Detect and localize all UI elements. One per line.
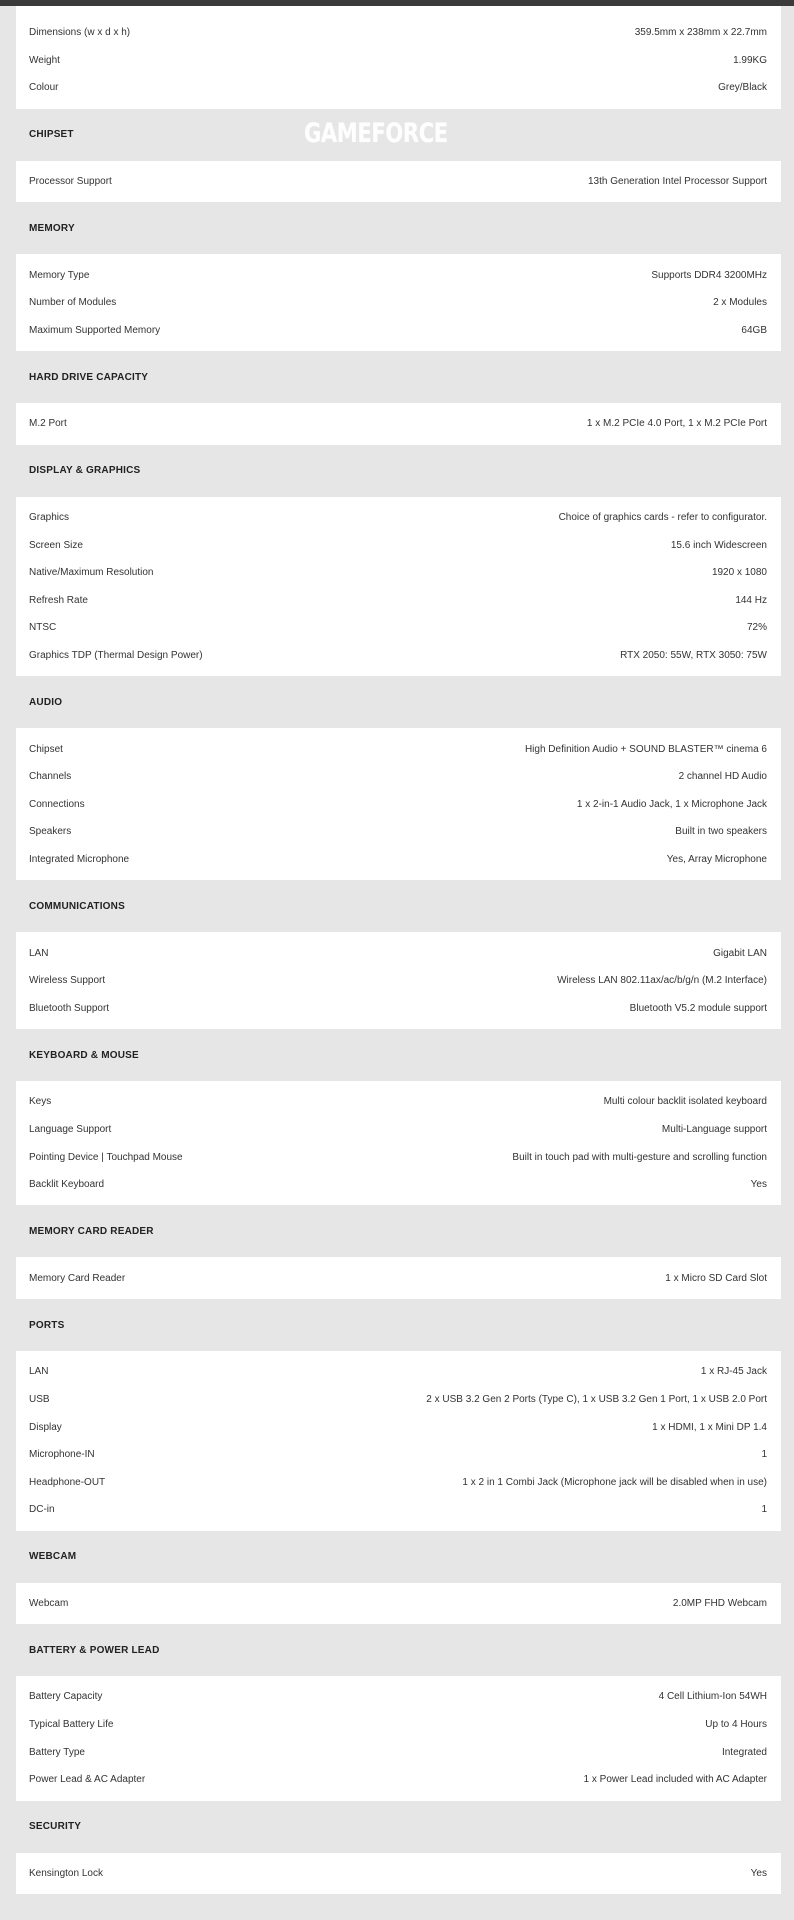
spec-value: 359.5mm x 238mm x 22.7mm xyxy=(634,27,767,39)
spec-value: 13th Generation Intel Processor Support xyxy=(588,176,767,188)
spec-value: 2 channel HD Audio xyxy=(678,771,767,783)
spec-label: Connections xyxy=(29,798,85,810)
spec-label: Display xyxy=(29,1421,62,1433)
spec-label: Power Lead & AC Adapter xyxy=(29,1774,146,1786)
spec-value: 1.99KG xyxy=(733,54,767,66)
spec-row xyxy=(16,994,781,1022)
spec-row xyxy=(16,1711,781,1739)
spec-label: Native/Maximum Resolution xyxy=(29,567,154,579)
spec-value: Built in touch pad with multi-gesture and scrolling function xyxy=(512,1151,767,1163)
spec-label: Number of Modules xyxy=(29,297,117,309)
spec-row xyxy=(16,1088,781,1116)
section-body-security xyxy=(16,1853,781,1895)
spec-label: Kensington Lock xyxy=(29,1867,103,1879)
spec-row xyxy=(16,47,781,75)
section-heading-battery-and-power-lead: BATTERY & POWER LEAD xyxy=(29,1644,160,1656)
spec-row xyxy=(16,559,781,587)
spec-row xyxy=(16,1766,781,1794)
spec-label: Battery Capacity xyxy=(29,1691,103,1703)
spec-row xyxy=(16,1468,781,1496)
spec-label: Memory Card Reader xyxy=(29,1272,126,1284)
spec-value: Yes, Array Microphone xyxy=(666,853,767,865)
spec-label: USB xyxy=(29,1393,50,1405)
spec-row xyxy=(16,1441,781,1469)
spec-label: NTSC xyxy=(29,622,57,634)
spec-value: 2 x Modules xyxy=(713,297,767,309)
spec-value: 1 x Micro SD Card Slot xyxy=(665,1272,767,1284)
spec-row xyxy=(16,504,781,532)
section-body-hard-drive-capacity xyxy=(16,403,781,445)
spec-row xyxy=(16,261,781,289)
spec-value: 1920 x 1080 xyxy=(711,567,767,579)
spec-value: 4 Cell Lithium-Ion 54WH xyxy=(658,1691,767,1703)
spec-value: 15.6 inch Widescreen xyxy=(670,539,767,551)
section-body-webcam xyxy=(16,1583,781,1625)
spec-label: DC-in xyxy=(29,1504,55,1516)
spec-value: 144 Hz xyxy=(735,594,767,606)
section-body-keyboard-and-mouse xyxy=(16,1081,781,1205)
section-heading-communications: COMMUNICATIONS xyxy=(29,900,125,912)
spec-row xyxy=(16,1413,781,1441)
spec-value: Multi colour backlit isolated keyboard xyxy=(603,1096,767,1108)
spec-value: Up to 4 Hours xyxy=(705,1719,767,1731)
spec-row xyxy=(16,1264,781,1292)
spec-value: High Definition Audio + SOUND BLASTER™ cinema 6 xyxy=(524,743,767,755)
spec-label: Dimensions (w x d x h) xyxy=(29,27,131,39)
spec-label: M.2 Port xyxy=(29,418,67,430)
section-heading-audio: AUDIO xyxy=(29,696,63,708)
spec-label: Weight xyxy=(29,54,60,66)
spec-row xyxy=(16,289,781,317)
spec-row xyxy=(16,410,781,438)
spec-label: Processor Support xyxy=(29,176,112,188)
spec-value: RTX 2050: 55W, RTX 3050: 75W xyxy=(620,650,767,662)
spec-value: 1 xyxy=(761,1504,767,1516)
spec-value: 72% xyxy=(746,622,767,634)
spec-row xyxy=(16,1386,781,1414)
spec-value: 1 x HDMI, 1 x Mini DP 1.4 xyxy=(652,1421,767,1433)
spec-label: Graphics xyxy=(29,512,70,524)
spec-value: 1 x 2 in 1 Combi Jack (Microphone jack will be disabled when in use) xyxy=(462,1476,767,1488)
spec-label: Speakers xyxy=(29,826,72,838)
spec-value: 2.0MP FHD Webcam xyxy=(672,1597,767,1609)
spec-label: LAN xyxy=(29,947,49,959)
spec-row xyxy=(16,1171,781,1199)
spec-label: Webcam xyxy=(29,1597,69,1609)
section-heading-display-and-graphics: DISPLAY & GRAPHICS xyxy=(29,465,141,477)
spec-row xyxy=(16,763,781,791)
spec-label: Bluetooth Support xyxy=(29,1002,110,1014)
section-heading-webcam: WEBCAM xyxy=(29,1551,77,1563)
spec-row xyxy=(16,1738,781,1766)
spec-row xyxy=(16,642,781,670)
spec-value: Gigabit LAN xyxy=(713,947,767,959)
section-body-ports xyxy=(16,1351,781,1531)
spec-row xyxy=(16,735,781,763)
spec-label: Wireless Support xyxy=(29,975,106,987)
spec-label: Typical Battery Life xyxy=(29,1719,114,1731)
section-body-audio xyxy=(16,728,781,880)
spec-row xyxy=(16,1683,781,1711)
spec-row xyxy=(16,791,781,819)
spec-value: 1 x Power Lead included with AC Adapter xyxy=(583,1774,767,1786)
section-body-memory xyxy=(16,254,781,351)
spec-row xyxy=(16,614,781,642)
spec-label: Screen Size xyxy=(29,539,83,551)
spec-row xyxy=(16,531,781,559)
spec-row xyxy=(16,19,781,47)
spec-label: Maximum Supported Memory xyxy=(29,324,161,336)
spec-row xyxy=(16,587,781,615)
spec-label: Battery Type xyxy=(29,1746,85,1758)
spec-value: Yes xyxy=(750,1867,767,1879)
spec-row xyxy=(16,317,781,345)
spec-label: Microphone-IN xyxy=(29,1449,95,1461)
spec-label: Language Support xyxy=(29,1123,112,1135)
spec-label: Backlit Keyboard xyxy=(29,1179,105,1191)
section-heading-security: SECURITY xyxy=(29,1821,82,1833)
spec-value: Wireless LAN 802.11ax/ac/b/g/n (M.2 Interface) xyxy=(557,975,767,987)
spec-value: Yes xyxy=(750,1179,767,1191)
section-heading-hard-drive-capacity: HARD DRIVE CAPACITY xyxy=(29,371,149,383)
spec-label: Channels xyxy=(29,771,72,783)
spec-value: 1 x RJ-45 Jack xyxy=(700,1366,767,1378)
spec-value: 2 x USB 3.2 Gen 2 Ports (Type C), 1 x USB 3.2 Gen 1 Port, 1 x USB 2.0 Port xyxy=(426,1393,767,1405)
spec-value: Multi-Language support xyxy=(661,1123,767,1135)
section-body-display-and-graphics xyxy=(16,497,781,677)
spec-label: Keys xyxy=(29,1096,52,1108)
spec-label: LAN xyxy=(29,1366,49,1378)
section-body-chipset xyxy=(16,161,781,203)
spec-row xyxy=(16,1590,781,1618)
spec-value: 64GB xyxy=(741,324,767,336)
spec-value: Integrated xyxy=(721,1746,767,1758)
section-body-memory-card-reader xyxy=(16,1257,781,1299)
spec-label: Pointing Device | Touchpad Mouse xyxy=(29,1151,183,1163)
spec-row xyxy=(16,1496,781,1524)
spec-label: Colour xyxy=(29,82,59,94)
section-body-communications xyxy=(16,932,781,1029)
spec-label: Headphone-OUT xyxy=(29,1476,106,1488)
spec-label: Refresh Rate xyxy=(29,594,88,606)
section-body-battery-and-power-lead xyxy=(16,1676,781,1800)
spec-row xyxy=(16,846,781,874)
spec-row xyxy=(16,818,781,846)
spec-value: Built in two speakers xyxy=(675,826,767,838)
spec-value: Bluetooth V5.2 module support xyxy=(629,1002,767,1014)
spec-label: Integrated Microphone xyxy=(29,853,130,865)
section-heading-ports: PORTS xyxy=(29,1319,65,1331)
spec-row xyxy=(16,1358,781,1386)
section-heading-chipset: CHIPSET xyxy=(29,129,74,141)
spec-value: 1 xyxy=(761,1449,767,1461)
spec-row xyxy=(16,1116,781,1144)
spec-row xyxy=(16,74,781,102)
section-body-general xyxy=(16,6,781,109)
gameforce-watermark: GAMEFORCE xyxy=(304,118,448,149)
section-heading-memory: MEMORY xyxy=(29,222,75,234)
spec-label: Memory Type xyxy=(29,269,90,281)
spec-row xyxy=(16,967,781,995)
spec-label: Chipset xyxy=(29,743,63,755)
spec-label: Graphics TDP (Thermal Design Power) xyxy=(29,650,203,662)
spec-row xyxy=(16,168,781,196)
section-heading-memory-card-reader: MEMORY CARD READER xyxy=(29,1225,154,1237)
spec-row xyxy=(16,1143,781,1171)
spec-value: 1 x M.2 PCIe 4.0 Port, 1 x M.2 PCIe Port xyxy=(586,418,767,430)
spec-row xyxy=(16,1860,781,1888)
spec-value: Grey/Black xyxy=(718,82,767,94)
spec-value: Choice of graphics cards - refer to configurator. xyxy=(558,512,767,524)
spec-value: 1 x 2-in-1 Audio Jack, 1 x Microphone Jack xyxy=(576,798,767,810)
spec-value: Supports DDR4 3200MHz xyxy=(651,269,767,281)
spec-sheet xyxy=(16,6,781,1894)
spec-row xyxy=(16,939,781,967)
section-heading-keyboard-and-mouse: KEYBOARD & MOUSE xyxy=(29,1049,139,1061)
